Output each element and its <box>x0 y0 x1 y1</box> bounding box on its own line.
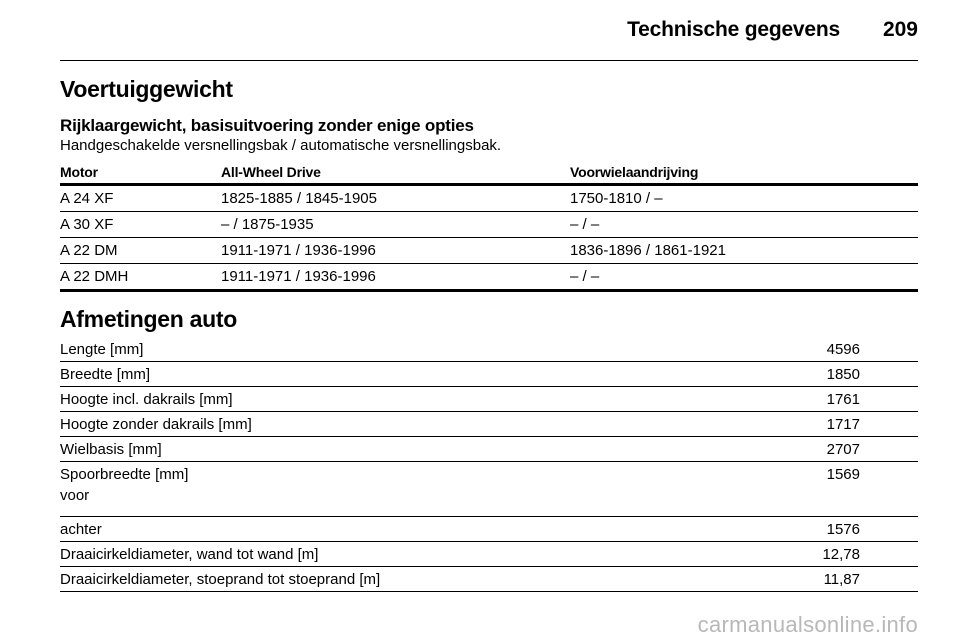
dimension-value: 2707 <box>721 437 918 462</box>
column-header-fwd: Voorwielaandrijving <box>570 161 918 185</box>
table-row <box>60 412 918 437</box>
motor-cell: A 22 DMH <box>60 264 221 291</box>
dimension-label: Spoorbreedte [mm] <box>60 466 189 483</box>
dimension-value: 1850 <box>721 362 918 387</box>
dimension-label: Lengte [mm] <box>60 337 721 362</box>
table-header-row <box>60 161 918 185</box>
page-number: 209 <box>882 18 918 41</box>
column-header-awd: All-Wheel Drive <box>221 161 570 185</box>
vehicle-weight-description: Handgeschakelde versnellingsbak / automatische versnellingsbak. <box>60 137 502 154</box>
awd-cell: 1825-1885 / 1845-1905 <box>221 185 570 212</box>
header-title: Technische gegevens <box>627 18 840 41</box>
table-row <box>60 437 918 462</box>
dimension-label: Draaicirkeldiameter, wand tot wand [m] <box>60 542 721 567</box>
motor-cell: A 24 XF <box>60 185 221 212</box>
table-row <box>60 362 918 387</box>
dimensions-table <box>60 337 918 592</box>
page-header <box>60 14 918 61</box>
awd-cell: – / 1875-1935 <box>221 212 570 238</box>
table-row <box>60 517 918 542</box>
dimension-value: 1569 <box>721 462 918 517</box>
motor-cell: A 22 DM <box>60 238 221 264</box>
table-row <box>60 387 918 412</box>
watermark: carmanualsonline.info <box>697 612 918 637</box>
dimensions-title: Afmetingen auto <box>60 306 237 332</box>
fwd-cell: – / – <box>570 212 918 238</box>
awd-cell: 1911-1971 / 1936-1996 <box>221 238 570 264</box>
awd-cell: 1911-1971 / 1936-1996 <box>221 264 570 291</box>
table-row <box>60 462 918 517</box>
column-header-motor: Motor <box>60 161 221 185</box>
dimension-value: 12,78 <box>721 542 918 567</box>
dimension-label: Breedte [mm] <box>60 362 721 387</box>
table-row <box>60 212 918 238</box>
dimension-label: achter <box>60 517 721 542</box>
vehicle-weight-subtitle: Rijklaargewicht, basisuitvoering zonder enige opties <box>60 116 474 135</box>
dimension-sublabel: voor <box>60 487 90 504</box>
motor-cell: A 30 XF <box>60 212 221 238</box>
table-row <box>60 238 918 264</box>
dimension-label: Hoogte incl. dakrails [mm] <box>60 387 721 412</box>
vehicle-weight-table <box>60 161 918 292</box>
fwd-cell: 1836-1896 / 1861-1921 <box>570 238 918 264</box>
table-row <box>60 264 918 291</box>
dimension-label-group <box>60 462 721 517</box>
dimension-value: 4596 <box>721 337 918 362</box>
vehicle-weight-title: Voertuiggewicht <box>60 76 233 102</box>
dimension-value: 1576 <box>721 517 918 542</box>
dimension-value: 1761 <box>721 387 918 412</box>
table-row <box>60 337 918 362</box>
dimension-value: 1717 <box>721 412 918 437</box>
dimension-label: Wielbasis [mm] <box>60 437 721 462</box>
table-row <box>60 185 918 212</box>
fwd-cell: – / – <box>570 264 918 291</box>
dimension-label: Hoogte zonder dakrails [mm] <box>60 412 721 437</box>
dimension-label: Draaicirkeldiameter, stoeprand tot stoeprand [m] <box>60 567 721 592</box>
table-row <box>60 542 918 567</box>
fwd-cell: 1750-1810 / – <box>570 185 918 212</box>
table-row <box>60 567 918 592</box>
dimension-value: 11,87 <box>721 567 918 592</box>
